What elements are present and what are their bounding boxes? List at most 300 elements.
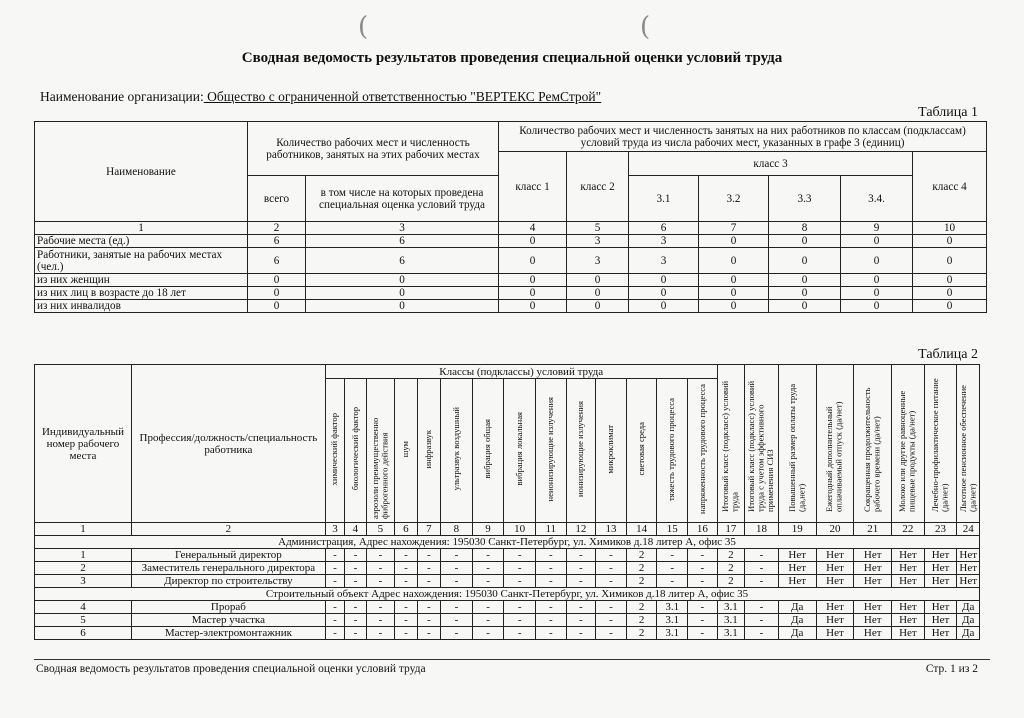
page-number: Стр. 1 из 2 [925, 663, 978, 675]
t1-cell: 0 [841, 287, 913, 300]
t2-colnum: 21 [854, 523, 892, 536]
t2-cell: - [745, 562, 779, 575]
t2-colnum: 7 [417, 523, 440, 536]
t2-row [35, 627, 980, 640]
t1-colnum: 1 [35, 222, 248, 235]
t2-row-profession: Директор по строительству [131, 575, 325, 588]
t2-cell: - [395, 575, 417, 588]
t2-cell: Нет [816, 549, 854, 562]
t2-cell: - [441, 562, 473, 575]
t1-header-assessed: в том числе на которых проведена специальная оценка условий труда [306, 176, 499, 222]
t1-colnum: 7 [699, 222, 769, 235]
t2-cell: - [596, 601, 627, 614]
t2-cell: - [395, 627, 417, 640]
t2-header-factor [504, 379, 536, 523]
t2-colnum: 16 [688, 523, 718, 536]
t2-row-id: 1 [35, 549, 132, 562]
t2-colnum: 20 [816, 523, 854, 536]
t2-header-factor [366, 379, 395, 523]
table2-workplaces [34, 364, 980, 640]
t2-cell: - [417, 601, 440, 614]
t1-row [35, 274, 987, 287]
t2-cell: - [366, 601, 395, 614]
t2-row [35, 562, 980, 575]
t2-factor-label: химический фактор [329, 412, 340, 486]
t1-cell: 6 [306, 235, 499, 248]
t1-cell: 0 [913, 287, 987, 300]
t2-cell: - [472, 549, 504, 562]
t2-cell: - [417, 562, 440, 575]
t2-colnum: 8 [441, 523, 473, 536]
t2-factor-label: ультразвук воздушный [450, 407, 461, 491]
t2-cell: Да [778, 601, 816, 614]
t2-cell: - [745, 575, 779, 588]
t2-header-guarantee: Ежегодный дополнительный оплачиваемый отпуск (да/нет) [816, 365, 854, 523]
t2-row [35, 549, 980, 562]
t2-cell: 2 [626, 627, 657, 640]
t2-cell: Нет [892, 562, 925, 575]
t1-cell: 0 [769, 274, 841, 287]
t2-factor-label: инфразвук [423, 429, 434, 469]
t2-colnum: 4 [345, 523, 366, 536]
t2-cell: - [345, 601, 366, 614]
t1-cell: 6 [248, 248, 306, 274]
table2-caption: Таблица 2 [918, 347, 978, 362]
t1-cell: 0 [499, 248, 567, 274]
t2-cell: Нет [892, 614, 925, 627]
t2-factor-label: аэрозоли преимущественно фиброгенного действия [369, 417, 390, 519]
t2-cell: - [535, 614, 566, 627]
t2-cell: - [535, 575, 566, 588]
t2-header-factor [441, 379, 473, 523]
t2-cell: 3.1 [717, 627, 745, 640]
t2-cell: - [472, 614, 504, 627]
t2-cell: - [366, 627, 395, 640]
t2-row-profession: Мастер участка [131, 614, 325, 627]
t2-header-factor [417, 379, 440, 523]
t2-cell: - [566, 614, 596, 627]
t1-cell: 6 [248, 235, 306, 248]
t2-cell: Нет [778, 562, 816, 575]
t2-factor-label: вибрация локальная [513, 412, 524, 486]
t2-cell: - [688, 575, 718, 588]
t1-colnum: 2 [248, 222, 306, 235]
t2-cell: 2 [717, 562, 745, 575]
t1-cell: 0 [913, 248, 987, 274]
t2-cell: 2 [626, 614, 657, 627]
t1-colnum: 10 [913, 222, 987, 235]
t2-cell: - [504, 562, 536, 575]
t2-cell: - [417, 627, 440, 640]
t1-cell: 0 [499, 300, 567, 313]
t2-cell: - [325, 562, 344, 575]
t2-row-id: 3 [35, 575, 132, 588]
t2-cell: 2 [626, 575, 657, 588]
t2-cell: - [657, 575, 688, 588]
t1-header-sub-3-3: 3.3 [769, 176, 841, 222]
organization-line [40, 89, 601, 105]
table1-caption: Таблица 1 [918, 105, 978, 120]
t2-header-factor [345, 379, 366, 523]
t2-cell: - [504, 614, 536, 627]
t2-colnum: 9 [472, 523, 504, 536]
t2-section-title: Администрация, Адрес нахождения: 195030 Санкт-Петербург, ул. Химиков д.18 литер А, офис 35 [35, 536, 980, 549]
t2-cell: 3.1 [717, 614, 745, 627]
t1-cell: 0 [841, 248, 913, 274]
t2-cell: Нет [924, 549, 957, 562]
t2-row [35, 601, 980, 614]
t2-cell: - [745, 627, 779, 640]
t2-cell: 3.1 [657, 614, 688, 627]
t1-header-sub-3-2: 3.2 [699, 176, 769, 222]
t2-colnum: 13 [596, 523, 627, 536]
t2-cell: Нет [816, 601, 854, 614]
t2-row-id: 6 [35, 627, 132, 640]
t2-cell: Нет [854, 575, 892, 588]
t1-cell: 0 [629, 300, 699, 313]
t2-cell: - [345, 627, 366, 640]
t1-colnum: 6 [629, 222, 699, 235]
t2-colnum: 5 [366, 523, 395, 536]
t2-row-id: 5 [35, 614, 132, 627]
t1-row [35, 235, 987, 248]
t2-colnum: 2 [131, 523, 325, 536]
t2-cell: - [504, 575, 536, 588]
page-title: Сводная ведомость результатов проведения специальной оценки условий труда [241, 50, 783, 66]
t2-factor-label: неионизирующие излучения [545, 396, 556, 502]
t2-row-profession: Прораб [131, 601, 325, 614]
t2-cell: Нет [854, 614, 892, 627]
t2-cell: - [657, 549, 688, 562]
t2-cell: Да [957, 601, 980, 614]
t2-cell: - [441, 601, 473, 614]
t2-cell: - [395, 601, 417, 614]
t1-cell: 0 [841, 300, 913, 313]
t1-cell: 3 [567, 235, 629, 248]
t2-factor-label: шум [400, 440, 411, 458]
t2-cell: - [472, 562, 504, 575]
t2-cell: - [472, 627, 504, 640]
t2-colnum: 6 [395, 523, 417, 536]
t1-cell: 0 [769, 235, 841, 248]
t2-cell: - [441, 614, 473, 627]
t2-row [35, 614, 980, 627]
t2-section-title: Строительный объект Адрес нахождения: 195030 Санкт-Петербург, ул. Химиков д.18 литер А, офис 35 [35, 588, 980, 601]
t2-cell: - [566, 562, 596, 575]
t2-cell: - [566, 575, 596, 588]
t2-cell: - [417, 575, 440, 588]
punch-hole-right: ( [640, 12, 651, 42]
t2-cell: - [745, 549, 779, 562]
t2-cell: - [325, 614, 344, 627]
t2-cell: - [745, 614, 779, 627]
t2-cell: - [596, 575, 627, 588]
t2-factor-label: ионизирующие излучения [575, 400, 586, 498]
t1-colnum: 8 [769, 222, 841, 235]
t1-colnum: 3 [306, 222, 499, 235]
t2-cell: - [535, 549, 566, 562]
t2-cell: - [417, 549, 440, 562]
t1-cell: 0 [629, 287, 699, 300]
t2-cell: - [395, 562, 417, 575]
t2-cell: - [345, 549, 366, 562]
t1-row-label: Работники, занятые на рабочих местах (чел.) [35, 248, 248, 274]
t2-header-factor [626, 379, 657, 523]
t2-row-profession: Генеральный директор [131, 549, 325, 562]
t1-cell: 6 [306, 248, 499, 274]
t1-cell: 3 [629, 235, 699, 248]
t2-header-guarantee: Сокращенная продолжительность рабочего времени (да/нет) [854, 365, 892, 523]
t1-cell: 0 [699, 287, 769, 300]
t2-cell: Да [957, 627, 980, 640]
t1-cell: 0 [499, 287, 567, 300]
t1-header-sub-3-1: 3.1 [629, 176, 699, 222]
t1-row [35, 300, 987, 313]
t2-cell: Нет [957, 575, 980, 588]
t1-header-count: Количество рабочих мест и численность работников, занятых на этих рабочих местах [248, 122, 499, 176]
t2-colnum: 11 [535, 523, 566, 536]
t2-cell: - [566, 627, 596, 640]
t1-cell: 0 [913, 235, 987, 248]
t2-section-row [35, 588, 980, 601]
t2-cell: Нет [778, 575, 816, 588]
t2-colnum: 19 [778, 523, 816, 536]
t2-colnum: 15 [657, 523, 688, 536]
t1-cell: 0 [306, 274, 499, 287]
t2-row-profession: Заместитель генерального директора [131, 562, 325, 575]
t2-cell: - [688, 614, 718, 627]
t2-cell: Нет [854, 601, 892, 614]
t2-cell: - [325, 575, 344, 588]
t2-cell: 3.1 [657, 627, 688, 640]
t2-header-guarantee: Повышенный размер оплаты труда (да,нет) [778, 365, 816, 523]
t2-cell: - [504, 627, 536, 640]
t2-cell: - [504, 601, 536, 614]
organization-label: Наименование организации: [40, 89, 204, 104]
t2-colnum: 18 [745, 523, 779, 536]
t2-row-profession: Мастер-электромонтажник [131, 627, 325, 640]
t1-cell: 0 [306, 300, 499, 313]
t2-cell: Нет [892, 549, 925, 562]
t1-cell: 0 [769, 248, 841, 274]
t1-header-total: всего [248, 176, 306, 222]
t2-cell: - [366, 575, 395, 588]
t2-cell: 3.1 [717, 601, 745, 614]
t2-cell: Нет [892, 575, 925, 588]
t1-row-label: из них женщин [35, 274, 248, 287]
t2-cell: - [472, 575, 504, 588]
t2-header-profession: Профессия/должность/специальность работника [131, 365, 325, 523]
t2-cell: - [441, 575, 473, 588]
t2-row-id: 4 [35, 601, 132, 614]
t1-header-class2: класс 2 [567, 152, 629, 222]
t2-factor-label: тяжесть трудового процесса [666, 397, 677, 501]
t2-cell: - [441, 549, 473, 562]
t1-row [35, 287, 987, 300]
organization-name: Общество с ограниченной ответственностью "ВЕРТЕКС РемСтрой" [203, 89, 602, 104]
t2-cell: - [688, 562, 718, 575]
t2-header-guarantee: Лечебно-профилактическое питание (да/нет) [924, 365, 957, 523]
t1-colnum: 4 [499, 222, 567, 235]
t2-row-id: 2 [35, 562, 132, 575]
t1-cell: 0 [248, 287, 306, 300]
t2-factor-label: напряженность трудового процесса [696, 383, 707, 515]
t1-cell: 0 [629, 274, 699, 287]
t1-row [35, 248, 987, 274]
t2-header-factor [535, 379, 566, 523]
t1-header-name: Наименование [35, 122, 248, 222]
t2-cell: - [366, 562, 395, 575]
t2-header-factor [688, 379, 718, 523]
t2-colnum: 10 [504, 523, 536, 536]
t2-cell: 2 [717, 575, 745, 588]
t2-header-guarantee: Молоко или другие равноценные пищевые продукты (да/нет) [892, 365, 925, 523]
t2-colnum: 1 [35, 523, 132, 536]
t2-cell: 3.1 [657, 601, 688, 614]
t2-cell: 2 [626, 601, 657, 614]
t2-factor-label: микроклимат [605, 424, 616, 474]
t1-cell: 0 [913, 300, 987, 313]
t1-row-label: Рабочие места (ед.) [35, 235, 248, 248]
t2-cell: Нет [957, 562, 980, 575]
t2-cell: - [535, 601, 566, 614]
t2-cell: Нет [816, 627, 854, 640]
t2-cell: Нет [924, 575, 957, 588]
t1-cell: 0 [699, 300, 769, 313]
t2-cell: - [345, 614, 366, 627]
t2-header-id: Индивидуальный номер рабочего места [35, 365, 132, 523]
t1-cell: 0 [567, 274, 629, 287]
t2-cell: - [345, 575, 366, 588]
t2-header-classes: Классы (подклассы) условий труда [325, 365, 717, 379]
t2-cell: - [504, 549, 536, 562]
t1-row-label: из них лиц в возрасте до 18 лет [35, 287, 248, 300]
t2-cell: - [325, 549, 344, 562]
t2-cell: - [366, 614, 395, 627]
t2-cell: Нет [816, 562, 854, 575]
t2-colnum: 14 [626, 523, 657, 536]
t1-cell: 0 [499, 235, 567, 248]
t2-colnum: 23 [924, 523, 957, 536]
t1-cell: 0 [499, 274, 567, 287]
t2-cell: - [688, 627, 718, 640]
t2-cell: Нет [957, 549, 980, 562]
t2-cell: - [596, 549, 627, 562]
t2-header-factor [472, 379, 504, 523]
t1-cell: 0 [248, 300, 306, 313]
t2-cell: Нет [854, 627, 892, 640]
t1-cell: 0 [567, 287, 629, 300]
t2-cell: - [472, 601, 504, 614]
t2-factor-label: световая среда [635, 422, 646, 476]
t1-cell: 3 [629, 248, 699, 274]
t1-header-class1: класс 1 [499, 152, 567, 222]
t2-cell: Нет [924, 601, 957, 614]
t2-cell: - [566, 549, 596, 562]
t1-cell: 0 [248, 274, 306, 287]
t2-header-final-class-siz: Итоговый класс (подкласс) условий труда с учетом эффективного применения СИЗ [745, 365, 779, 523]
t2-cell: - [745, 601, 779, 614]
t1-cell: 0 [699, 235, 769, 248]
t2-cell: - [441, 627, 473, 640]
t1-row-label: из них инвалидов [35, 300, 248, 313]
t1-cell: 0 [769, 287, 841, 300]
t2-header-final-class: Итоговый класс (подкласс) условий труда [717, 365, 745, 523]
t2-cell: - [535, 627, 566, 640]
t1-header-sub-3-4: 3.4. [841, 176, 913, 222]
t2-cell: - [325, 601, 344, 614]
t2-cell: - [688, 601, 718, 614]
t1-cell: 0 [913, 274, 987, 287]
t1-header-classes: Количество рабочих мест и численность занятых на них работников по классам (подклассам) условий труда из числа рабочих мест, указанных в графе 3 (единиц) [499, 122, 987, 152]
t2-cell: Нет [778, 549, 816, 562]
t1-cell: 0 [306, 287, 499, 300]
t1-cell: 0 [699, 274, 769, 287]
t2-cell: - [596, 627, 627, 640]
t2-header-factor [325, 379, 344, 523]
t2-cell: Нет [924, 614, 957, 627]
t2-cell: Нет [816, 575, 854, 588]
t1-cell: 0 [769, 300, 841, 313]
t2-cell: - [395, 549, 417, 562]
t2-colnum: 3 [325, 523, 344, 536]
t2-cell: - [596, 614, 627, 627]
t1-cell: 0 [699, 248, 769, 274]
t2-header-factor [657, 379, 688, 523]
t2-cell: - [325, 627, 344, 640]
t2-cell: Нет [816, 614, 854, 627]
t1-colnum: 5 [567, 222, 629, 235]
t2-colnum: 17 [717, 523, 745, 536]
t2-cell: - [366, 549, 395, 562]
t2-cell: - [395, 614, 417, 627]
t2-cell: Да [778, 627, 816, 640]
t1-colnum: 9 [841, 222, 913, 235]
t2-cell: 2 [626, 562, 657, 575]
t2-cell: - [596, 562, 627, 575]
t1-column-numbers [35, 222, 987, 235]
t2-cell: Да [957, 614, 980, 627]
t2-cell: Нет [924, 562, 957, 575]
t2-cell: - [535, 562, 566, 575]
t2-row [35, 575, 980, 588]
t2-cell: Нет [924, 627, 957, 640]
t2-column-numbers [35, 523, 980, 536]
t1-header-class4: класс 4 [913, 152, 987, 222]
t1-cell: 0 [567, 300, 629, 313]
t2-factor-label: вибрация общая [482, 419, 493, 479]
t2-cell: Да [778, 614, 816, 627]
t1-header-class3: класс 3 [629, 152, 913, 176]
t2-cell: 2 [717, 549, 745, 562]
t2-colnum: 22 [892, 523, 925, 536]
punch-hole-left: ( [358, 12, 369, 42]
footer-rule [34, 659, 990, 660]
t2-cell: - [688, 549, 718, 562]
t2-cell: - [417, 614, 440, 627]
t2-colnum: 24 [957, 523, 980, 536]
t2-header-factor [566, 379, 596, 523]
t2-header-factor [596, 379, 627, 523]
table1-summary [34, 121, 987, 313]
t2-cell: Нет [892, 627, 925, 640]
t2-cell: Нет [854, 549, 892, 562]
t1-cell: 0 [841, 274, 913, 287]
t2-header-factor [395, 379, 417, 523]
t2-colnum: 12 [566, 523, 596, 536]
footer-text: Сводная ведомость результатов проведения специальной оценки условий труда [36, 663, 426, 675]
t2-cell: - [657, 562, 688, 575]
